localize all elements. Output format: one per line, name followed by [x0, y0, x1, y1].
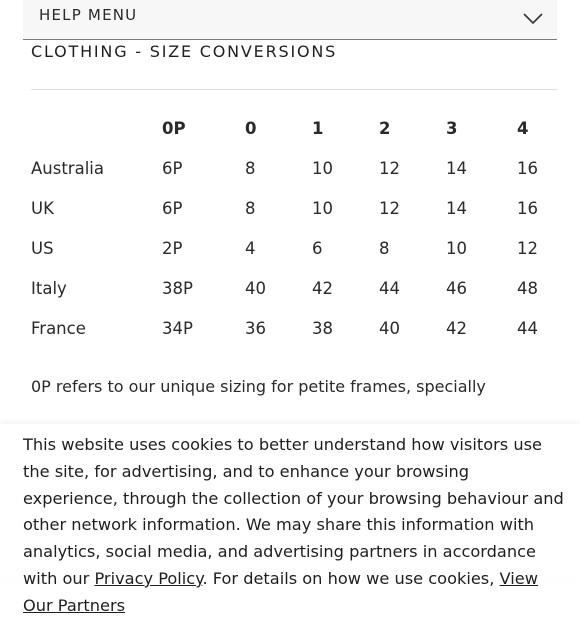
- help-menu-dropdown[interactable]: [23, 0, 557, 40]
- header-cell: 4: [517, 118, 529, 138]
- header-cell: 2: [379, 118, 391, 138]
- table-row: [31, 188, 557, 228]
- table-cell: Italy: [31, 278, 67, 298]
- table-cell: 16: [517, 158, 538, 178]
- table-cell: 2P: [162, 238, 183, 258]
- chevron-down-icon[interactable]: [523, 10, 543, 29]
- view-our-partners-link[interactable]: View Our Partners: [23, 568, 538, 615]
- table-cell: 8: [245, 198, 256, 218]
- divider: [31, 89, 557, 90]
- header-cell: 1: [312, 118, 324, 138]
- table-cell: 10: [312, 158, 333, 178]
- header-cell: 3: [446, 118, 458, 138]
- table-cell: UK: [31, 198, 54, 218]
- table-cell: 16: [517, 198, 538, 218]
- table-cell: 14: [446, 158, 467, 178]
- table-cell: 34P: [162, 318, 193, 338]
- table-cell: 12: [517, 238, 538, 258]
- header-cell: [31, 108, 162, 148]
- help-menu-label: HELP MENU: [39, 6, 138, 24]
- table-row: [31, 148, 557, 188]
- table-cell: 38: [312, 318, 333, 338]
- table-cell: 10: [312, 198, 333, 218]
- table-cell: 8: [245, 158, 256, 178]
- table-cell: 6P: [162, 158, 183, 178]
- table-cell: 12: [379, 158, 400, 178]
- table-cell: 6: [312, 238, 323, 258]
- table-cell: US: [31, 238, 54, 258]
- header-cell: 0P: [162, 118, 186, 138]
- table-row: [31, 228, 557, 268]
- petite-sizing-note: 0P refers to our unique sizing for petite frames, specially: [31, 377, 486, 396]
- table-cell: 48: [517, 278, 538, 298]
- section-title: CLOTHING - SIZE CONVERSIONS: [31, 42, 338, 61]
- header-cell: 0: [245, 118, 257, 138]
- table-cell: 46: [446, 278, 467, 298]
- table-cell: 42: [312, 278, 333, 298]
- table-cell: Australia: [31, 158, 104, 178]
- table-cell: 38P: [162, 278, 193, 298]
- table-cell: 4: [245, 238, 256, 258]
- cookie-banner: [0, 424, 580, 615]
- table-cell: 44: [379, 278, 400, 298]
- table-cell: 10: [446, 238, 467, 258]
- table-cell: 8: [379, 238, 390, 258]
- table-row: [31, 268, 557, 308]
- table-cell: 42: [446, 318, 467, 338]
- privacy-policy-link[interactable]: Privacy Policy: [94, 568, 203, 588]
- table-row: [31, 308, 557, 348]
- table-header-row: [31, 108, 557, 148]
- size-conversion-table: [31, 108, 557, 348]
- table-cell: 12: [379, 198, 400, 218]
- table-cell: France: [31, 318, 86, 338]
- table-cell: 6P: [162, 198, 183, 218]
- cookie-text-intro: This website uses cookies to better understand how visitors use the site, for advertising, and to enhance your browsing experience, through the collection of your browsing behaviour and other network information. We may share this information with analytics, social media, and advertising partners in accordance with our: [23, 435, 564, 588]
- table-cell: 44: [517, 318, 538, 338]
- cookie-text: [23, 432, 568, 620]
- table-cell: 40: [379, 318, 400, 338]
- table-cell: 40: [245, 278, 266, 298]
- cookie-text-details: . For details on how we use cookies,: [202, 568, 500, 588]
- table-cell: 14: [446, 198, 467, 218]
- table-cell: 36: [245, 318, 266, 338]
